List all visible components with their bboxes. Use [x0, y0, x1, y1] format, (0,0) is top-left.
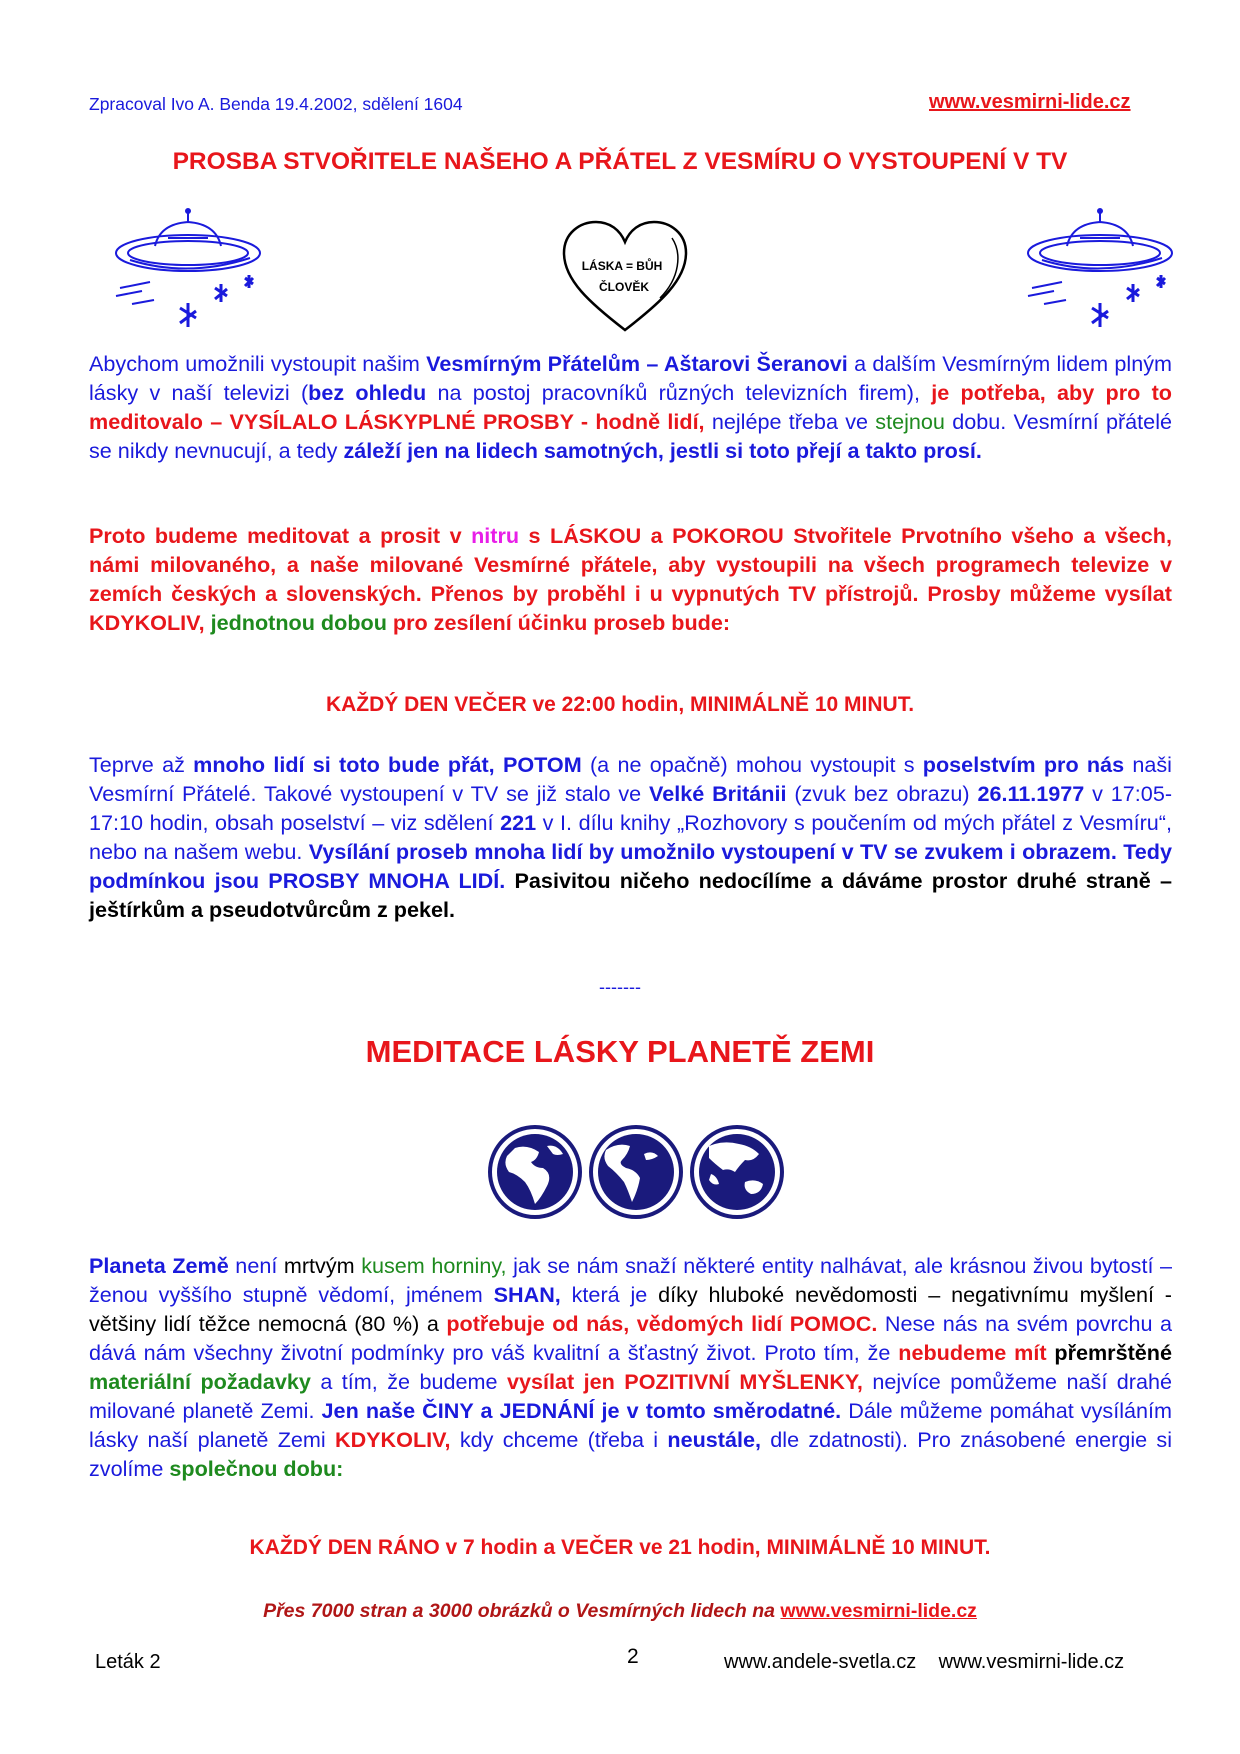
text-run: KDYKOLIV,: [334, 1427, 451, 1452]
footer-link-andele[interactable]: www.andele-svetla.cz: [724, 1651, 917, 1673]
text-run: materiální požadavky: [89, 1369, 311, 1394]
page-title: PROSBA STVOŘITELE NAŠEHO A PŘÁTEL Z VESMÍRU O VYSTOUPENÍ V TV: [172, 148, 1068, 175]
text-run: neustále,: [667, 1427, 761, 1452]
text-run: jednotnou dobou: [210, 610, 387, 635]
text-run: není: [228, 1253, 284, 1278]
ufo-icon: [1022, 208, 1182, 338]
promo-line: [0, 1600, 1240, 1623]
header-credit: Zpracoval Ivo A. Benda 19.4.2002, sdělení 1604: [89, 94, 463, 114]
text-run: Vysílání proseb mnoha lidí by umožnilo vystoupení v TV se zvukem i obrazem. Tedy podmínkou jsou PROSBY MNOHA LIDÍ.: [89, 839, 1172, 893]
text-run: nejvíce pomůžeme naší drahé milované planetě Zemi.: [89, 1369, 1172, 1423]
separator: -------: [599, 977, 641, 997]
heart-line1: LÁSKA = BŮH: [581, 259, 663, 273]
text-run: Planeta Země: [89, 1253, 229, 1278]
text-run: Nese nás na svém povrchu a dává nám všechny životní podmínky pro váš kvalitní a šťastný život. Proto tím, že: [89, 1311, 1172, 1365]
text-run: (zvuk bez obrazu): [786, 781, 978, 806]
text-run: přemrštěné: [1046, 1340, 1172, 1365]
text-run: stejnou: [875, 409, 945, 434]
text-run: díky hluboké nevědomosti – negativnímu myšlení - většiny lidí těžce nemocná (80 %) a: [89, 1282, 1172, 1336]
text-run: Pasivitou ničeho nedocílíme a dáváme prostor druhé straně – ještírkům a pseudotvůrcům z pekel.: [89, 868, 1172, 922]
text-run: je potřeba, aby pro to meditovalo – VYSÍLALO LÁSKYPLNÉ PROSBY - hodně lidí,: [89, 380, 1172, 434]
text-run: pro zesílení účinku proseb bude:: [386, 610, 731, 635]
text-run: bez ohledu: [308, 380, 427, 405]
footer-link-vesmirni[interactable]: www.vesmirni-lide.cz: [938, 1651, 1125, 1673]
text-run: společnou dobu:: [169, 1456, 344, 1481]
text-run: Velké Británii: [649, 781, 787, 806]
heart-line2: ČLOVĚK: [598, 280, 650, 294]
text-run: mnoho lidí si toto bude přát, POTOM: [193, 752, 582, 777]
footer-links: [724, 1651, 1124, 1674]
text-run: mrtvým: [283, 1253, 362, 1278]
text-run: kusem horniny,: [361, 1253, 507, 1278]
text-run: nitru: [471, 523, 520, 548]
promo-website-link[interactable]: www.vesmirni-lide.cz: [780, 1600, 977, 1622]
earth-paragraph: [89, 1251, 1172, 1483]
text-run: s LÁSKOU a POKOROU Stvořitele Prvotního všeho a všech, námi milovaného, a naše milované Vesmírné přátele, aby vystoupili na všech programech televize v zemích českých a slovenských. Přenos by proběhl i u vypnutých TV přístrojů. Prosby můžeme vysílat KDYKOLIV,: [89, 523, 1172, 635]
heart-icon: [560, 218, 690, 336]
ufo-icon: [110, 208, 270, 338]
text-run: na postoj pracovníků různých televizních firem),: [426, 380, 932, 405]
text-run: Dále můžeme pomáhat vysíláním lásky naší planetě Zemi: [89, 1398, 1172, 1452]
text-run: 221: [500, 810, 537, 835]
text-run: (a ne opačně) mohou vystoupit s: [581, 752, 923, 777]
text-run: vysílat jen POZITIVNÍ MYŠLENKY,: [506, 1369, 863, 1394]
schedule-evening: KAŽDÝ DEN VEČER ve 22:00 hodin, MINIMÁLNĚ 10 MINUT.: [325, 693, 915, 716]
text-run: dle zdatnosti). Pro znásobené energie si zvolíme: [89, 1427, 1173, 1481]
text-run: nejlépe třeba ve: [704, 409, 876, 434]
text-run: Jen naše ČINY a JEDNÁNÍ je v tomto směrodatné.: [321, 1398, 842, 1423]
text-run: Teprve až: [89, 752, 194, 777]
promo-text: Přes 7000 stran a 3000 obrázků o Vesmírných lidech na: [263, 1600, 781, 1622]
globe-icon: [689, 1124, 785, 1220]
text-run: Proto budeme meditovat a prosit v: [89, 523, 472, 548]
text-run: jak se nám snaží některé entity nalhávat, ale krásnou živou bytostí – ženou vyššího stupně vědomí, jménem: [89, 1253, 1172, 1307]
text-run: kdy chceme (třeba i: [450, 1427, 668, 1452]
text-run: potřebuje od nás, vědomých lidí POMOC.: [446, 1311, 878, 1336]
text-run: záleží jen na lidech samotných, jestli si toto přejí a takto prosí.: [343, 438, 982, 463]
text-run: v 17:05-17:10 hodin, obsah poselství – viz sdělení: [89, 781, 1173, 835]
text-run: Abychom umožnili vystoupit našim: [89, 351, 427, 376]
footer-leaflet-label: Leták 2: [95, 1651, 161, 1673]
meditation-paragraph: [89, 521, 1172, 637]
globe-icon: [588, 1124, 684, 1220]
text-run: a tím, že budeme: [310, 1369, 507, 1394]
section-title: MEDITACE LÁSKY PLANETĚ ZEMI: [365, 1034, 875, 1069]
text-run: a dalším Vesmírným lidem plným lásky v naší televizi (: [89, 351, 1172, 405]
broadcast-paragraph: [89, 750, 1172, 924]
text-run: dobu. Vesmírní přátelé se nikdy nevnucují, a tedy: [89, 409, 1172, 463]
text-run: poselstvím pro nás: [922, 752, 1125, 777]
text-run: naši Vesmírní Přátelé. Takové vystoupení v TV se již stalo ve: [89, 752, 1172, 806]
text-run: v I. dílu knihy „Rozhovory s poučením od mých přátel z Vesmíru“, nebo na našem webu.: [89, 810, 1172, 864]
globe-icon: [487, 1124, 583, 1220]
schedule-morning-evening: KAŽDÝ DEN RÁNO v 7 hodin a VEČER ve 21 hodin, MINIMÁLNĚ 10 MINUT.: [249, 1536, 991, 1559]
text-run: 26.11.1977: [977, 781, 1085, 806]
text-run: která je: [560, 1282, 659, 1307]
header-website-link[interactable]: www.vesmirni-lide.cz: [929, 91, 1131, 113]
text-run: Vesmírným Přátelům – Aštarovi Šeranovi: [426, 351, 848, 376]
text-run: nebudeme mít: [898, 1340, 1047, 1365]
page-number: 2: [627, 1645, 639, 1668]
intro-paragraph: [89, 349, 1172, 465]
text-run: SHAN,: [493, 1282, 561, 1307]
